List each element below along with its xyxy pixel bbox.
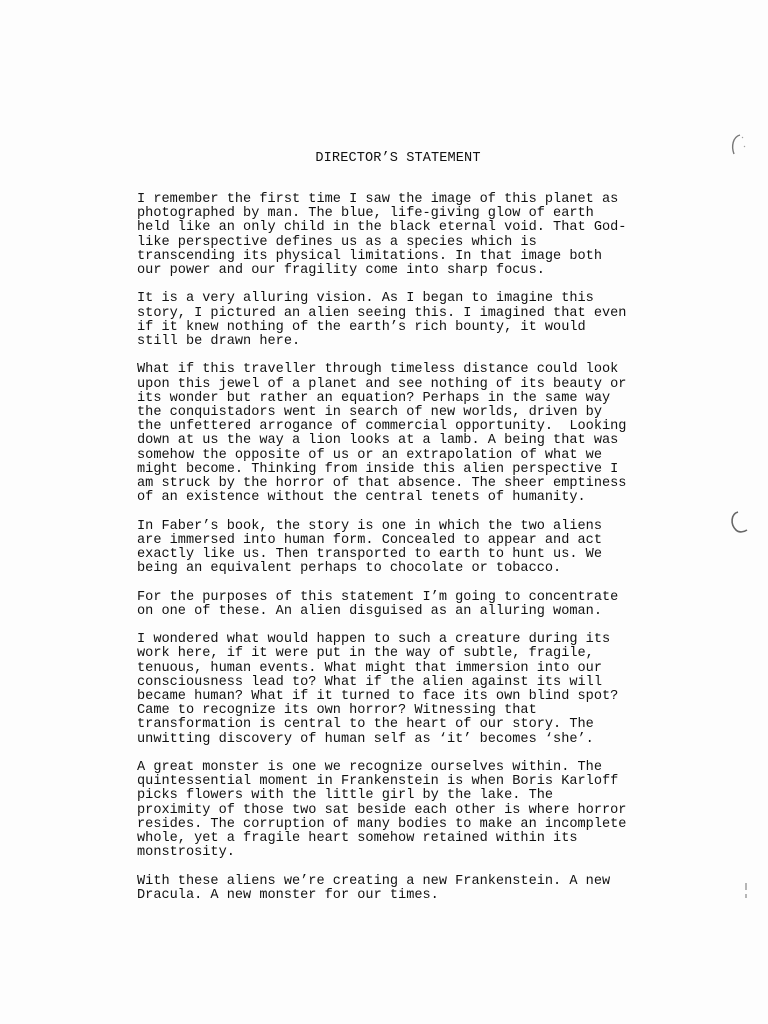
text-line: the unfettered arrogance of commercial opportunity. Looking xyxy=(137,419,627,435)
text-line: being an equivalent perhaps to chocolate or tobacco. xyxy=(137,561,562,577)
scan-mark-icon xyxy=(728,132,748,162)
paragraph xyxy=(137,193,697,278)
text-line: our power and our fragility come into sharp focus. xyxy=(137,263,545,279)
text-line: held like an only child in the black eternal void. That God- xyxy=(137,220,627,236)
text-line: its wonder but rather an equation? Perhaps in the same way xyxy=(137,390,611,406)
paragraph xyxy=(137,520,697,577)
paragraph xyxy=(137,875,697,903)
text-line: whole, yet a fragile heart somehow retained within its xyxy=(137,831,578,847)
text-line: I wondered what would happen to such a creature during its xyxy=(137,632,611,648)
text-line: Came to recognize its own horror? Witnessing that xyxy=(137,703,537,719)
text-line: picks flowers with the little girl by the lake. The xyxy=(137,788,554,804)
text-line: work here, if it were put in the way of subtle, fragile, xyxy=(137,646,594,662)
text-line: the conquistadors went in search of new worlds, driven by xyxy=(137,405,602,421)
text-line: With these aliens we’re creating a new Frankenstein. A new xyxy=(137,873,611,889)
text-line: photographed by man. The blue, life-giving glow of earth xyxy=(137,206,594,222)
text-line: consciousness lead to? What if the alien against its will xyxy=(137,674,602,690)
scan-mark-icon xyxy=(740,880,752,906)
text-line: monstrosity. xyxy=(137,845,235,861)
text-line: transformation is central to the heart of our story. The xyxy=(137,717,594,733)
paragraph xyxy=(137,591,697,619)
text-line: exactly like us. Then transported to earth to hunt us. We xyxy=(137,547,602,563)
text-line: if it knew nothing of the earth’s rich bounty, it would xyxy=(137,319,586,335)
text-line: are immersed into human form. Concealed to appear and act xyxy=(137,532,602,548)
text-line: on one of these. An alien disguised as an alluring woman. xyxy=(137,603,602,619)
text-line: unwitting discovery of human self as ‘it’ becomes ‘she’. xyxy=(137,731,594,747)
text-line: became human? What if it turned to face its own blind spot? xyxy=(137,689,619,705)
text-line: proximity of those two sat beside each other is where horror xyxy=(137,802,627,818)
paragraph xyxy=(137,761,697,860)
scan-mark-icon xyxy=(727,508,751,536)
paragraph xyxy=(137,363,697,505)
text-line: I remember the first time I saw the image of this planet as xyxy=(137,192,619,207)
paragraph xyxy=(137,633,697,747)
text-line: somehow the opposite of us or an extrapolation of what we xyxy=(137,447,602,463)
text-line: A great monster is one we recognize ourselves within. The xyxy=(137,760,602,776)
text-line: In Faber’s book, the story is one in which the two aliens xyxy=(137,518,602,534)
text-line: resides. The corruption of many bodies to make an incomplete xyxy=(137,816,627,832)
page-title: DIRECTOR’S STATEMENT xyxy=(315,151,481,166)
text-line: like perspective defines us as a species which is xyxy=(137,234,537,250)
text-line: What if this traveller through timeless distance could look xyxy=(137,362,619,378)
text-line: am struck by the horror of that absence. The sheer emptiness xyxy=(137,476,627,492)
text-line: transcending its physical limitations. In that image both xyxy=(137,248,602,264)
text-line: tenuous, human events. What might that immersion into our xyxy=(137,660,602,676)
text-line: down at us the way a lion looks at a lamb. A being that was xyxy=(137,433,619,449)
text-line: For the purposes of this statement I’m going to concentrate xyxy=(137,589,619,605)
text-line: might become. Thinking from inside this alien perspective I xyxy=(137,461,619,477)
text-line: It is a very alluring vision. As I began to imagine this xyxy=(137,291,594,307)
text-line: story, I pictured an alien seeing this. I imagined that even xyxy=(137,305,627,321)
text-line: Dracula. A new monster for our times. xyxy=(137,887,439,903)
document-body xyxy=(137,193,697,917)
text-line: still be drawn here. xyxy=(137,334,301,350)
paragraph xyxy=(137,292,697,349)
text-line: quintessential moment in Frankenstein is when Boris Karloff xyxy=(137,774,619,790)
text-line: upon this jewel of a planet and see nothing of its beauty or xyxy=(137,376,627,392)
text-line: of an existence without the central tenets of humanity. xyxy=(137,490,586,506)
